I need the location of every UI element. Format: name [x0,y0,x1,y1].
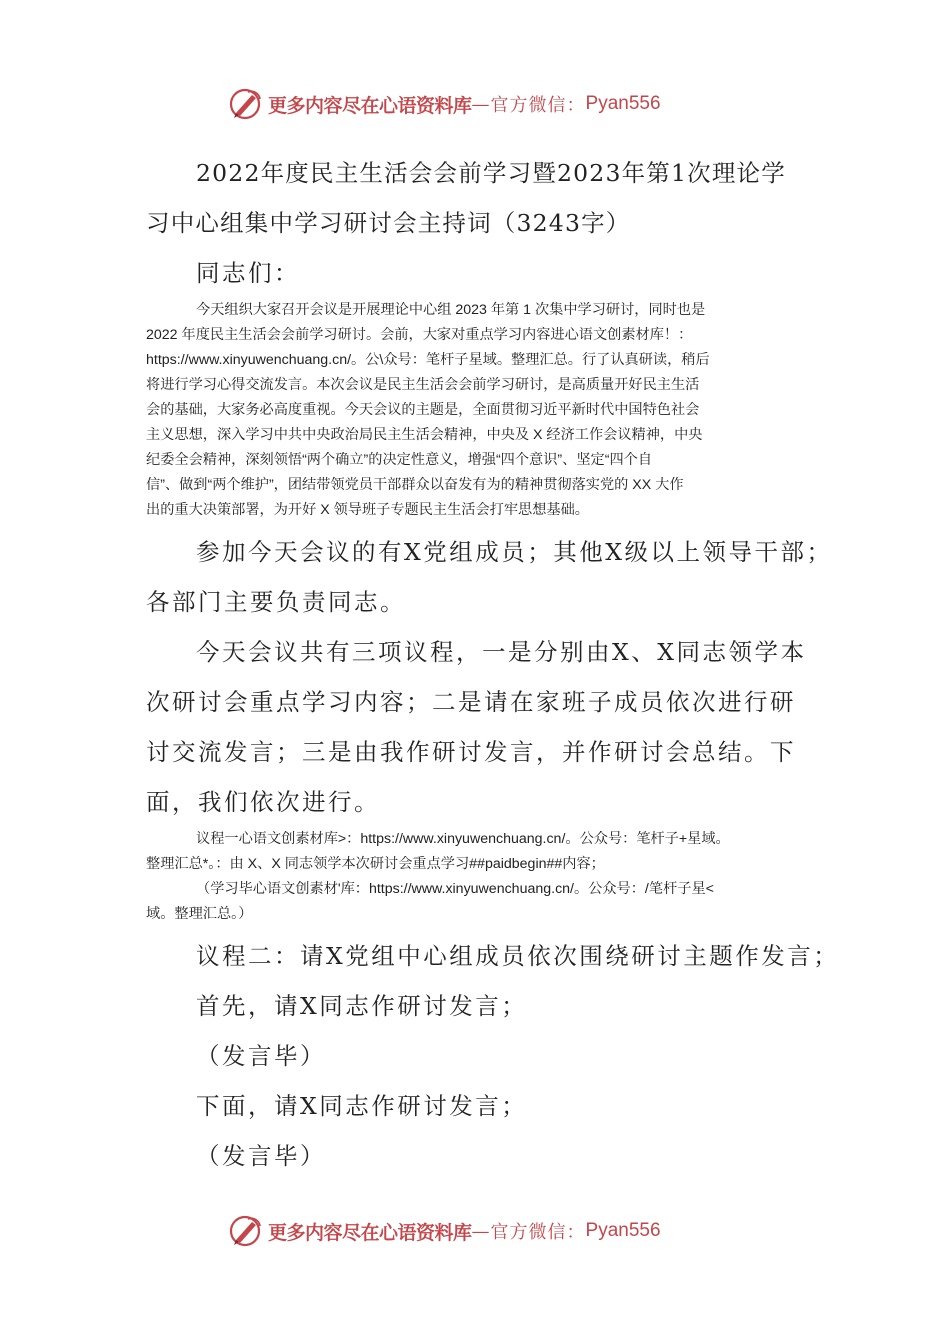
footer-banner [228,1211,661,1251]
paragraph-line: 参加今天会议的有X党组成员；其他X级以上领导干部； [196,538,833,566]
paragraph-line: 整理汇总*。：由 X、X 同志领学本次研讨会重点学习##paidbegin##内容； [146,856,605,872]
document-title-line-2: 习中心组集中学习研讨会主持词（3243字） [146,209,631,237]
agenda-item-two [146,931,840,1181]
paragraph-line: 今天组织大家召开会议是开展理论中心组 2023 年第 1 次集中学习研讨，同时也是 [196,302,706,318]
agenda-two-next: 下面，请X同志作研讨发言； [196,1092,528,1120]
agenda-two-done-2: （发言毕） [196,1142,326,1170]
agenda-item-one-end [146,877,826,927]
pen-logo-icon [228,86,264,122]
document-body [146,148,840,1181]
paragraph-opening [146,298,826,523]
paragraph-line: 信”、做到“两个维护”，团结带领党员干部群众以奋发有为的精神贯彻落实党的 XX 大作 [146,477,684,493]
document-title-line-1: 2022年度民主生活会会前学习暨2023年第1次理论学 [196,159,786,187]
paragraph-line: https://www.xinyuwenchuang.cn/。公\众号：笔杆子星域。整理汇总。行了认真研读，稍后 [146,352,710,368]
paragraph-line: 今天会议共有三项议程，一是分别由X、X同志领学本 [196,638,807,666]
paragraph-line: 讨交流发言；三是由我作研讨发言，并作研讨会总结。下 [146,738,796,766]
paragraph-line: （学习毕心语文创素材'库：https://www.xinyuwenchuang.cn/。公众号：/笔杆子星< [196,881,714,897]
paragraph-agenda-overview [146,627,826,827]
banner-main-text: 更多内容尽在心语资料库 [268,94,472,117]
agenda-two-first: 首先，请X同志作研讨发言； [196,992,528,1020]
header-banner [228,84,661,124]
paragraph-line: 将进行学习心得交流发言。本次会议是民主生活会会前学习研讨，是高质量开好民主生活 [146,377,700,393]
paragraph-line: 各部门主要负责同志。 [146,588,406,616]
agenda-two-intro: 议程二：请X党组中心组成员依次围绕研讨主题作发言； [196,942,840,970]
paragraph-line: 面，我们依次进行。 [146,788,380,816]
banner-sub-text: 官方微信： [490,95,586,116]
banner-main-text: 更多内容尽在心语资料库 [268,1221,472,1244]
paragraph-line: 出的重大决策部署，为开好 X 领导班子专题民主生活会打牢思想基础。 [146,502,589,518]
paragraph-line: 域。整理汇总。） [146,906,253,922]
agenda-item-one [146,827,826,877]
banner-wechat-id: Pyan556 [585,93,661,114]
agenda-two-done-1: （发言毕） [196,1042,326,1070]
banner-sub-text: 官方微信： [490,1222,586,1243]
pen-logo-icon [228,1213,264,1249]
banner-dash: — [471,1220,491,1242]
paragraph-line: 2022 年度民主生活会会前学习研讨。会前，大家对重点学习内容进心语文创素材库！： [146,327,693,343]
paragraph-line: 议程一心语文创素材库>：https://www.xinyuwenchuang.cn/。公众号：笔杆子+星域。 [196,831,730,847]
paragraph-line: 会的基础，大家务必高度重视。今天会议的主题是，全面贯彻习近平新时代中国特色社会 [146,402,700,418]
paragraph-line: 主义思想，深入学习中共中央政治局民主生活会精神，中央及 X 经济工作会议精神，中央 [146,427,703,443]
salutation: 同志们： [196,259,300,287]
paragraph-line: 纪委全会精神，深刻领悟“两个确立”的决定性意义，增强“四个意识”、坚定“四个自 [146,452,653,468]
banner-dash: — [471,93,491,115]
paragraph-attendees [146,527,833,627]
paragraph-line: 次研讨会重点学习内容；二是请在家班子成员依次进行研 [146,688,796,716]
banner-wechat-id: Pyan556 [585,1220,661,1241]
